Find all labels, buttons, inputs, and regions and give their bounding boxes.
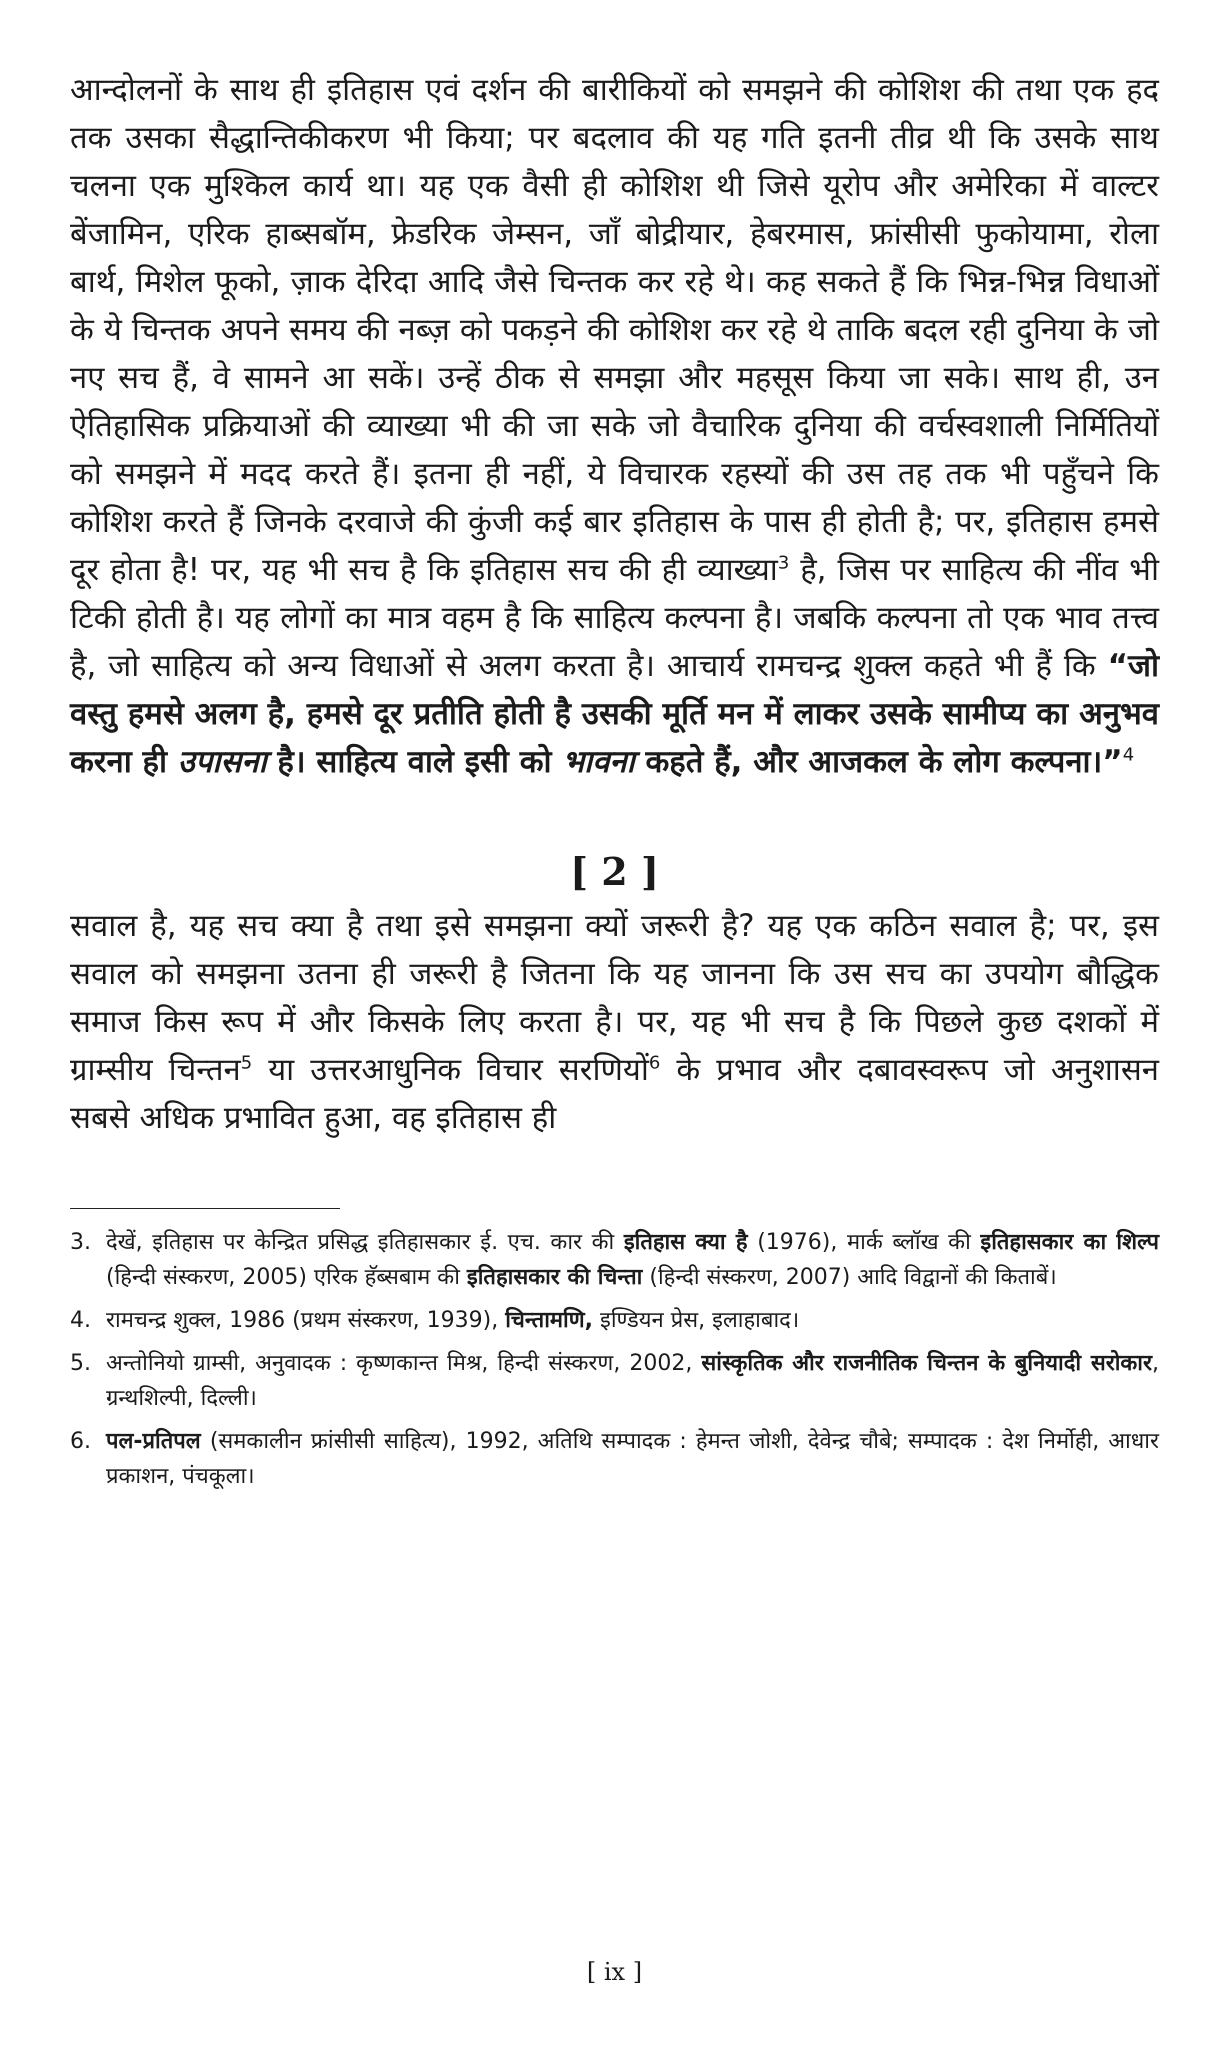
footnote-text	[106, 1303, 1159, 1338]
paragraph-2-part-a: सवाल है, यह सच क्या है तथा इसे समझना क्यों जरूरी है? यह एक कठिन सवाल है; पर, इस सवाल को समझना उतना ही जरूरी है जितना कि यह जानना कि उस सच का उपयोग बौद्धिक समाज किस रूप में और किसके लिए करता है। पर, यह भी सच है कि पिछले कुछ दशकों में ग्राम्सीय चिन्तन	[70, 908, 1159, 1088]
footnote-5	[70, 1346, 1159, 1416]
footnote-text	[106, 1424, 1159, 1494]
page-number: [ ix ]	[586, 1958, 643, 1986]
footnote-text	[106, 1225, 1159, 1295]
footnote-text-part: (1976), मार्क ब्लॉख की	[747, 1230, 981, 1255]
paragraph-2-part-b: या उत्तरआधुनिक विचार सरणियों	[252, 1052, 649, 1088]
footnote-text	[106, 1346, 1159, 1416]
book-title: इतिहास क्या है	[623, 1230, 748, 1255]
section-heading: [ 2 ]	[570, 849, 659, 894]
book-title: इतिहासकार का शिल्प	[980, 1230, 1160, 1255]
footnote-text-part: (हिन्दी संस्करण, 2005) एरिक हॅब्सबाम की	[106, 1265, 467, 1290]
footnote-text-part: देखें, इतिहास पर केन्द्रित प्रसिद्ध इतिहासकार ई. एच. कार की	[106, 1230, 624, 1255]
footnote-divider	[70, 1208, 340, 1209]
quote-part-c: कहते हैं, और आजकल के लोग कल्पना।”	[634, 744, 1123, 780]
paragraph-1-text: आन्दोलनों के साथ ही इतिहास एवं दर्शन की बारीकियों को समझने की कोशिश की तथा एक हद तक उसका सैद्धान्तिकीकरण भी किया; पर बदलाव की यह गति इतनी तीव्र थी कि उसके साथ चलना एक मुश्किल कार्य था। यह एक वैसी ही कोशिश थी जिसे यूरोप और अमेरिका में वाल्टर बेंजामिन, एरिक हाब्सबॉम, फ्रेडरिक जेम्सन, जाँ बोद्रीयार, हेबरमास, फ्रांसीसी फुकोयामा, रोला बार्थ, मिशेल फूको, ज़ाक देरिदा आदि जैसे चिन्तक कर रहे थे। कह सकते हैं कि भिन्न-भिन्न विधाओं के ये चिन्तक अपने समय की नब्ज़ को पकड़ने की कोशिश कर रहे थे ताकि बदल रही दुनिया के जो नए सच हैं, वे सामने आ सकें। उन्हें ठीक से समझा और महसूस किया जा सके। साथ ही, उन ऐतिहासिक प्रक्रियाओं की व्याख्या भी की जा सके जो वैचारिक दुनिया की वर्चस्वशाली निर्मितियों को समझने में मदद करते हैं। इतना ही नहीं, ये विचारक रहस्यों की उस तह तक भी पहुँचने कि कोशिश करते हैं जिनके दरवाजे की कुंजी कई बार इतिहास के पास ही होती है; पर, इतिहास हमसे दूर होता है! पर, यह भी सच है कि इतिहास सच की ही व्याख्या	[70, 72, 1159, 588]
footnote-number: 5.	[70, 1351, 91, 1376]
paragraph-1	[70, 66, 1159, 786]
footnote-text-part: (हिन्दी संस्करण, 2007) आदि विद्वानों की किताबें।	[642, 1265, 1057, 1290]
footnote-4	[70, 1303, 1159, 1338]
footnote-text-part: अन्तोनियो ग्राम्सी, अनुवादक : कृष्णकान्त मिश्र, हिन्दी संस्करण, 2002,	[106, 1351, 702, 1376]
footnote-ref-4[interactable]: 4	[1122, 744, 1135, 766]
book-title: इतिहासकार की चिन्ता	[466, 1265, 643, 1290]
book-title: पल-प्रतिपल	[106, 1429, 201, 1454]
footnote-6	[70, 1424, 1159, 1494]
footnotes	[70, 1225, 1159, 1494]
footnote-text-part: इण्डियन प्रेस, इलाहाबाद।	[593, 1308, 800, 1333]
footnote-text-part: (समकालीन फ्रांसीसी साहित्य), 1992, अतिथि सम्पादक : हेमन्त जोशी, देवेन्द्र चौबे; सम्पादक : देश निर्मोही, आधार प्रकाशन, पंचकूला।	[106, 1429, 1159, 1489]
footnote-text-part: रामचन्द्र शुक्ल, 1986 (प्रथम संस्करण, 1939),	[106, 1308, 506, 1333]
quote-emphasis-upasana: उपासना	[177, 744, 267, 780]
footnote-3	[70, 1225, 1159, 1295]
footnote-text-part: , ग्रन्थशिल्पी, दिल्ली।	[106, 1351, 1159, 1411]
quote-emphasis-bhavana: भावना	[562, 744, 635, 780]
footnote-number: 4.	[70, 1308, 91, 1333]
book-title: सांस्कृतिक और राजनीतिक चिन्तन के बुनियादी सरोकार	[701, 1351, 1152, 1376]
quote-part-b: है। साहित्य वाले इसी को	[266, 744, 563, 780]
footnote-ref-5[interactable]: 5	[240, 1052, 253, 1074]
book-title: चिन्तामणि,	[505, 1308, 594, 1333]
footnote-number: 3.	[70, 1230, 91, 1255]
paragraph-1-continuation: है, जिस पर साहित्य की नींव भी टिकी होती है। यह लोगों का मात्र वहम है कि साहित्य कल्पना है। जबकि कल्पना तो एक भाव तत्त्व है, जो साहित्य को अन्य विधाओं से अलग करता है। आचार्य रामचन्द्र शुक्ल कहते भी हैं कि	[70, 552, 1160, 684]
footnote-number: 6.	[70, 1429, 91, 1454]
footnote-ref-6[interactable]: 6	[648, 1052, 661, 1074]
footnote-ref-3[interactable]: 3	[777, 552, 790, 574]
paragraph-2	[70, 902, 1159, 1142]
quote-part-a: “जो वस्तु हमसे अलग है, हमसे दूर प्रतीति होती है उसकी मूर्ति मन में लाकर उसके सामीप्य का अनुभव करना ही	[70, 648, 1159, 780]
paragraph-2-part-c: के प्रभाव और दबावस्वरूप जो अनुशासन सबसे अधिक प्रभावित हुआ, वह इतिहास ही	[70, 1052, 1160, 1136]
main-text	[70, 66, 1159, 1142]
